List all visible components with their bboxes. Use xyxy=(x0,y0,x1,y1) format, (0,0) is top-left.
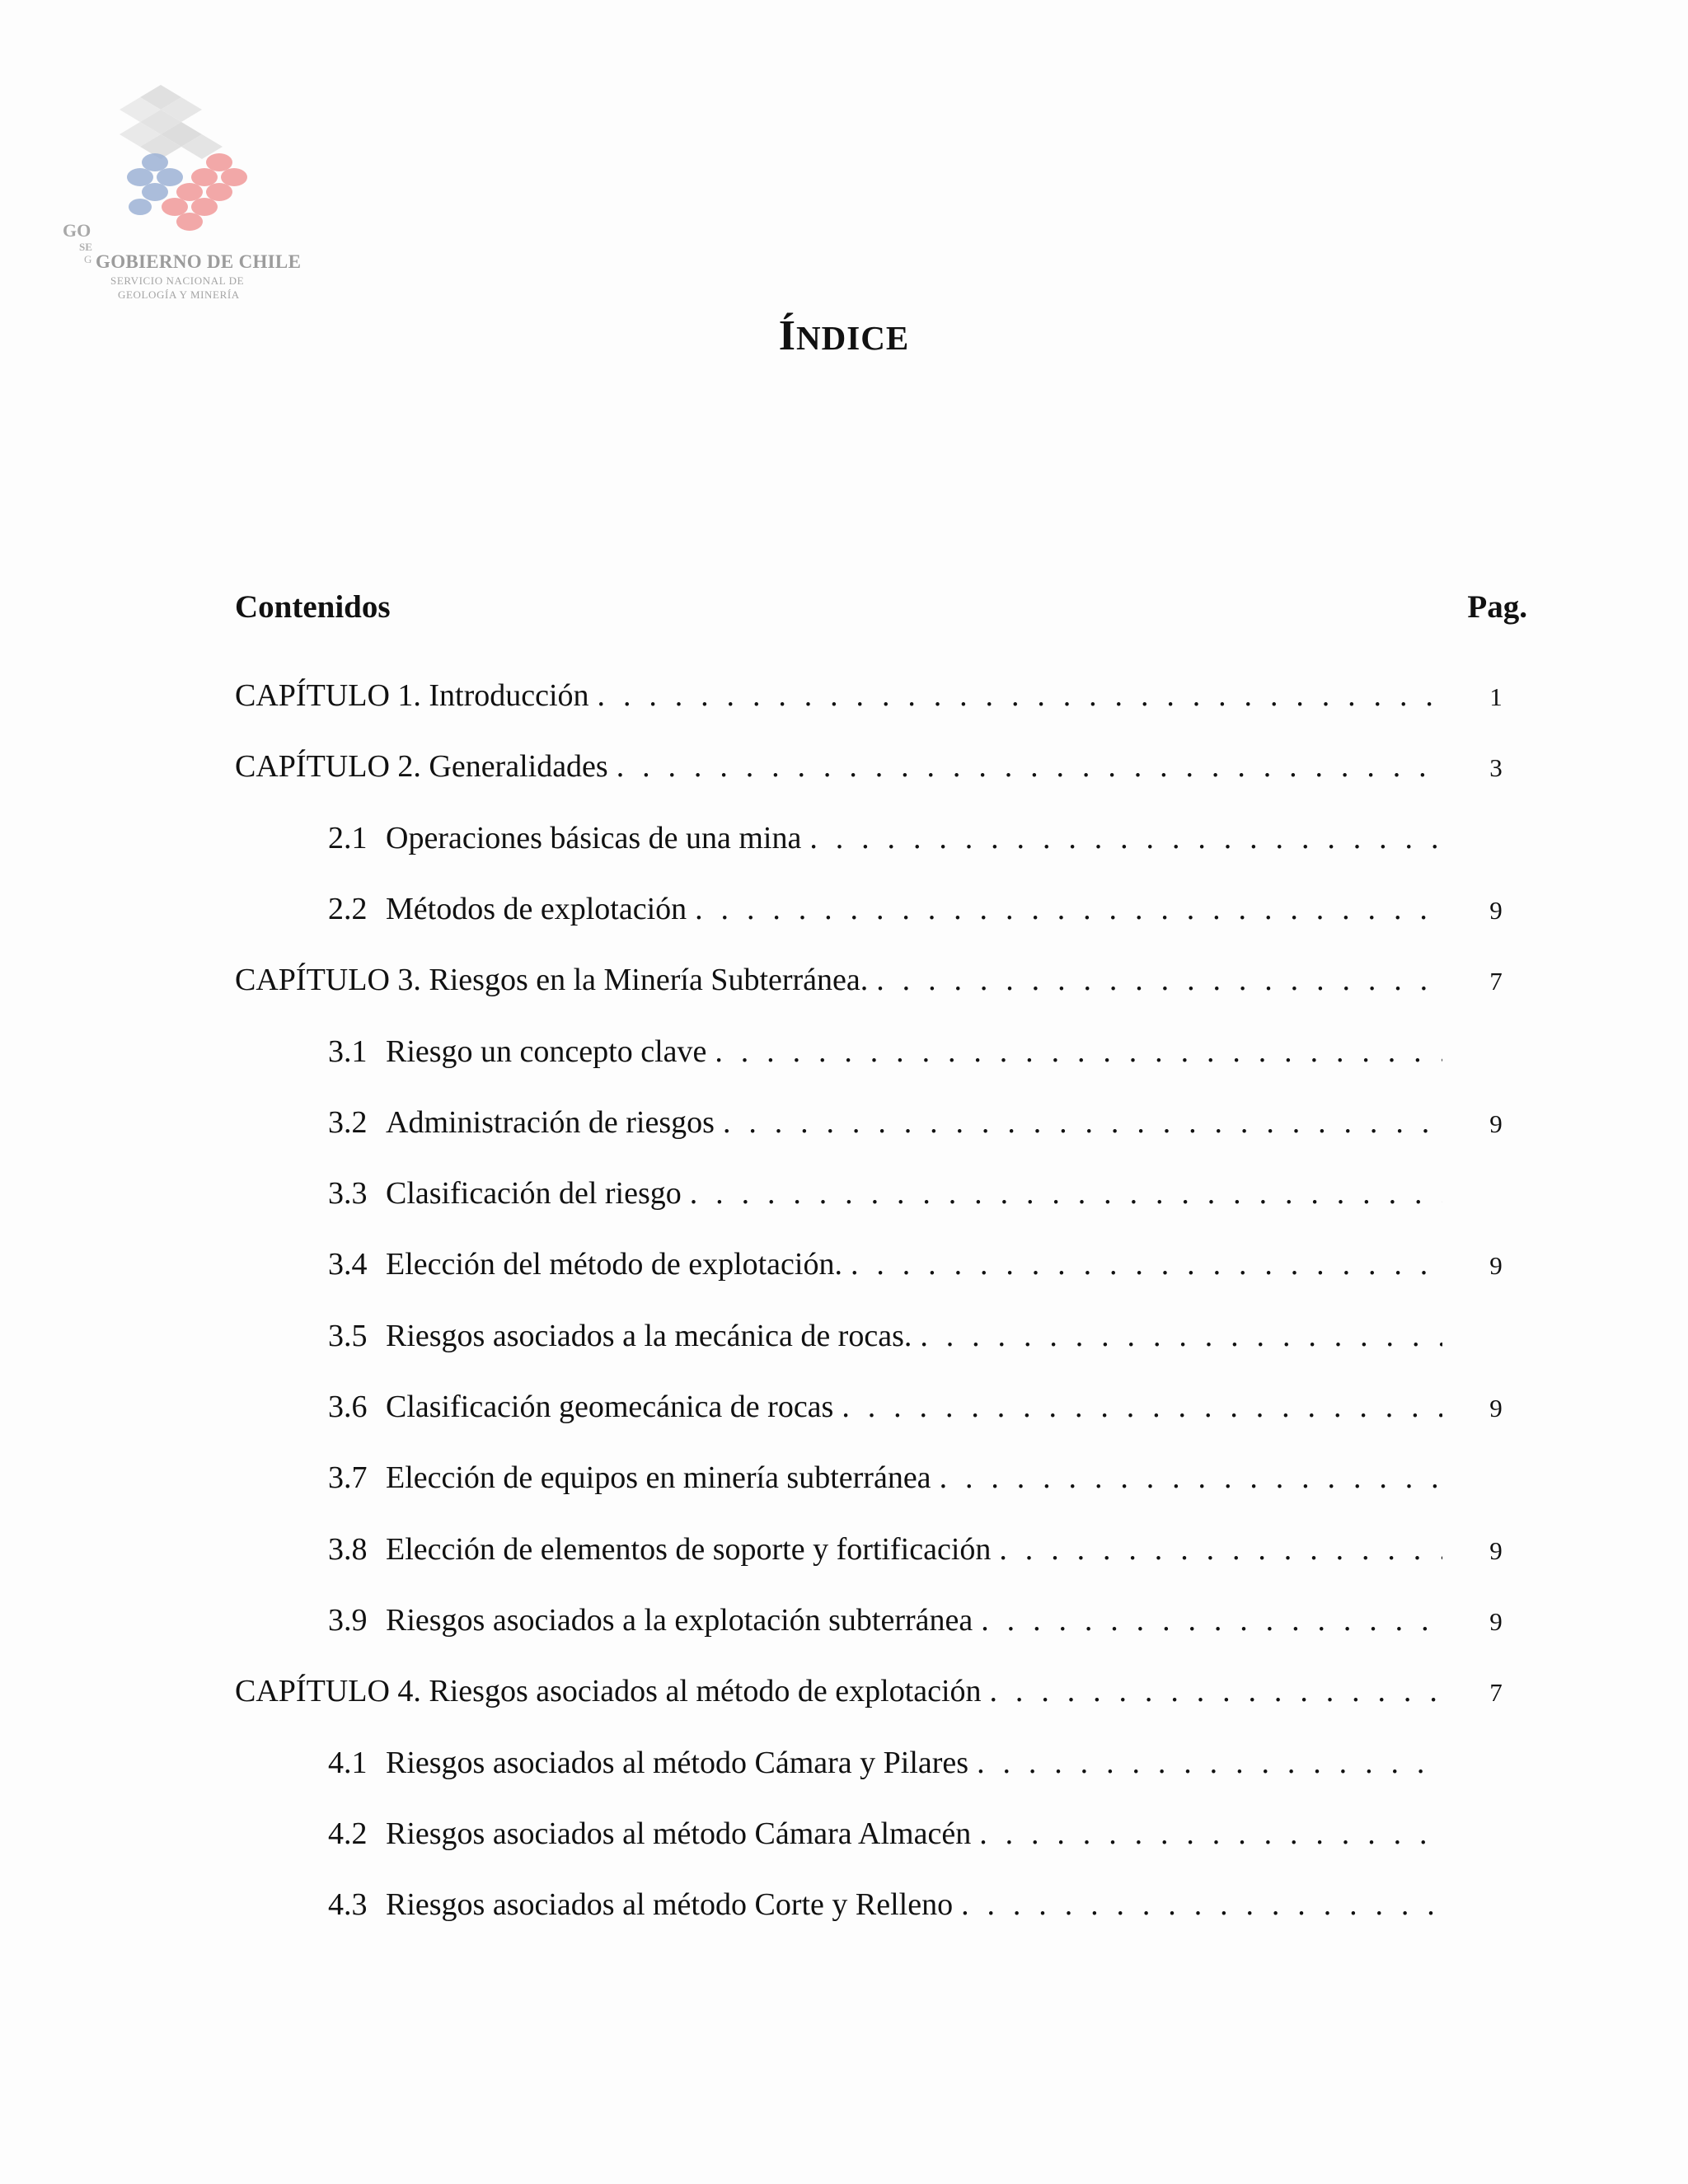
toc-chapter-entry xyxy=(235,677,1442,714)
toc-dot-leader xyxy=(968,1745,1442,1781)
toc-dot-leader xyxy=(682,1175,1442,1212)
toc-dot-leader xyxy=(706,1033,1442,1070)
toc-page-number: 9 xyxy=(1489,1251,1503,1280)
logo-text-go: GO xyxy=(63,220,91,241)
toc-entry-label: Elección de equipos en minería subterránea xyxy=(386,1460,931,1495)
toc-row[interactable] xyxy=(0,1816,1688,1865)
toc-dot-leader xyxy=(842,1246,1442,1282)
toc-section-number: 2.2 xyxy=(328,892,368,926)
toc-entry-label: Riesgo un concepto clave xyxy=(386,1034,707,1069)
logo-text-sub1: SERVICIO NACIONAL DE xyxy=(110,274,245,287)
toc-row[interactable] xyxy=(0,1175,1688,1225)
toc-row[interactable] xyxy=(0,748,1688,798)
toc-dot-leader xyxy=(868,962,1442,998)
contents-header: Contenidos xyxy=(235,589,391,625)
toc-row[interactable] xyxy=(0,820,1688,869)
toc-subsection-entry xyxy=(328,1246,1442,1282)
toc-section-number: 3.6 xyxy=(328,1390,368,1424)
toc-page-number: 9 xyxy=(1489,1607,1503,1636)
toc-dot-leader xyxy=(971,1816,1442,1852)
toc-entry-label: Métodos de explotación xyxy=(386,892,687,926)
toc-subsection-entry xyxy=(328,1602,1442,1638)
logo-text-sub2: GEOLOGÍA Y MINERÍA xyxy=(118,288,240,301)
toc-subsection-entry xyxy=(328,1531,1442,1568)
toc-entry-label: CAPÍTULO 3. Riesgos en la Minería Subterránea. xyxy=(235,963,869,997)
toc-dot-leader xyxy=(953,1886,1442,1923)
toc-row[interactable] xyxy=(0,962,1688,1011)
toc-section-number: 3.9 xyxy=(328,1603,368,1638)
toc-subsection-entry xyxy=(328,820,1442,856)
toc-page-number: 9 xyxy=(1489,1394,1503,1422)
toc-row[interactable] xyxy=(0,1745,1688,1794)
toc-dot-leader xyxy=(801,820,1442,856)
toc-row[interactable] xyxy=(0,1886,1688,1936)
logo-text-se: SE xyxy=(79,241,92,253)
toc-row[interactable] xyxy=(0,1531,1688,1581)
toc-dot-leader xyxy=(973,1602,1442,1638)
toc-dot-leader xyxy=(912,1318,1442,1354)
logo-text-main: GOBIERNO DE CHILE xyxy=(96,251,302,272)
toc-row[interactable] xyxy=(0,1389,1688,1438)
toc-subsection-entry xyxy=(328,1104,1442,1141)
toc-subsection-entry xyxy=(328,1886,1442,1923)
toc-entry-label: Clasificación del riesgo xyxy=(386,1176,682,1211)
toc-chapter-entry xyxy=(235,962,1442,998)
toc-row[interactable] xyxy=(0,1602,1688,1652)
toc-dot-leader xyxy=(991,1531,1442,1568)
toc-dot-leader xyxy=(982,1673,1442,1709)
toc-section-number: 3.1 xyxy=(328,1034,368,1069)
toc-entry-label: Riesgos asociados a la mecánica de rocas. xyxy=(386,1319,912,1353)
toc-section-number: 4.1 xyxy=(328,1746,368,1780)
toc-dot-leader xyxy=(589,677,1442,714)
page-header: Pag. xyxy=(1467,589,1527,625)
toc-entry-label: CAPÍTULO 4. Riesgos asociados al método de explotación xyxy=(235,1674,982,1708)
toc-subsection-entry xyxy=(328,1816,1442,1852)
toc-entry-label: Riesgos asociados al método Cámara Almacén xyxy=(386,1816,972,1851)
sernageomin-logo xyxy=(58,78,305,317)
toc-row[interactable] xyxy=(0,1033,1688,1083)
toc-entry-label: Riesgos asociados al método Corte y Relleno xyxy=(386,1887,954,1922)
toc-entry-label: Riesgos asociados al método Cámara y Pilares xyxy=(386,1746,969,1780)
toc-row[interactable] xyxy=(0,1673,1688,1722)
toc-entry-label: Elección de elementos de soporte y fortificación xyxy=(386,1532,992,1567)
toc-dot-leader xyxy=(931,1460,1442,1496)
toc-entry-label: Administración de riesgos xyxy=(386,1105,715,1140)
toc-page-number: 9 xyxy=(1489,1536,1503,1565)
toc-page-number: 9 xyxy=(1489,1109,1503,1138)
toc-subsection-entry xyxy=(328,891,1442,927)
toc-page-number: 9 xyxy=(1489,896,1503,925)
toc-entry-label: Operaciones básicas de una mina xyxy=(386,821,802,855)
toc-section-number: 3.2 xyxy=(328,1105,368,1140)
toc-section-number: 3.3 xyxy=(328,1176,368,1211)
toc-entry-label: CAPÍTULO 2. Generalidades xyxy=(235,749,608,784)
page-title xyxy=(0,312,1688,360)
toc-entry-label: Clasificación geomecánica de rocas xyxy=(386,1390,834,1424)
toc-dot-leader xyxy=(687,891,1442,927)
toc-row[interactable] xyxy=(0,1460,1688,1509)
toc-chapter-entry xyxy=(235,748,1442,785)
toc-subsection-entry xyxy=(328,1033,1442,1070)
toc-page-number: 1 xyxy=(1489,682,1503,711)
page-title-rest: NDICE xyxy=(796,319,910,357)
toc-section-number: 3.7 xyxy=(328,1460,368,1495)
toc-row[interactable] xyxy=(0,1246,1688,1296)
toc-page-number: 3 xyxy=(1489,753,1503,782)
toc-entry-label: CAPÍTULO 1. Introducción xyxy=(235,678,589,713)
toc-subsection-entry xyxy=(328,1745,1442,1781)
toc-dot-leader xyxy=(715,1104,1442,1141)
toc-subsection-entry xyxy=(328,1318,1442,1354)
toc-section-number: 3.4 xyxy=(328,1247,368,1282)
toc-section-number: 4.3 xyxy=(328,1887,368,1922)
toc-page-number: 7 xyxy=(1489,1678,1503,1707)
toc-section-number: 3.8 xyxy=(328,1532,368,1567)
toc-section-number: 2.1 xyxy=(328,821,368,855)
toc-dot-leader xyxy=(833,1389,1442,1425)
toc-subsection-entry xyxy=(328,1460,1442,1496)
toc-section-number: 3.5 xyxy=(328,1319,368,1353)
toc-subsection-entry xyxy=(328,1389,1442,1425)
toc-chapter-entry xyxy=(235,1673,1442,1709)
toc-subsection-entry xyxy=(328,1175,1442,1212)
toc-row[interactable] xyxy=(0,1318,1688,1367)
toc-entry-label: Riesgos asociados a la explotación subterránea xyxy=(386,1603,973,1638)
logo-text-g: G xyxy=(84,253,92,265)
toc-row[interactable] xyxy=(0,677,1688,727)
toc-row[interactable] xyxy=(0,1104,1688,1154)
toc-page-number: 7 xyxy=(1489,967,1503,996)
toc-entry-label: Elección del método de explotación. xyxy=(386,1247,842,1282)
page-title-initial: Í xyxy=(778,312,797,359)
toc-dot-leader xyxy=(608,748,1442,785)
toc-section-number: 4.2 xyxy=(328,1816,368,1851)
toc-row[interactable] xyxy=(0,891,1688,940)
